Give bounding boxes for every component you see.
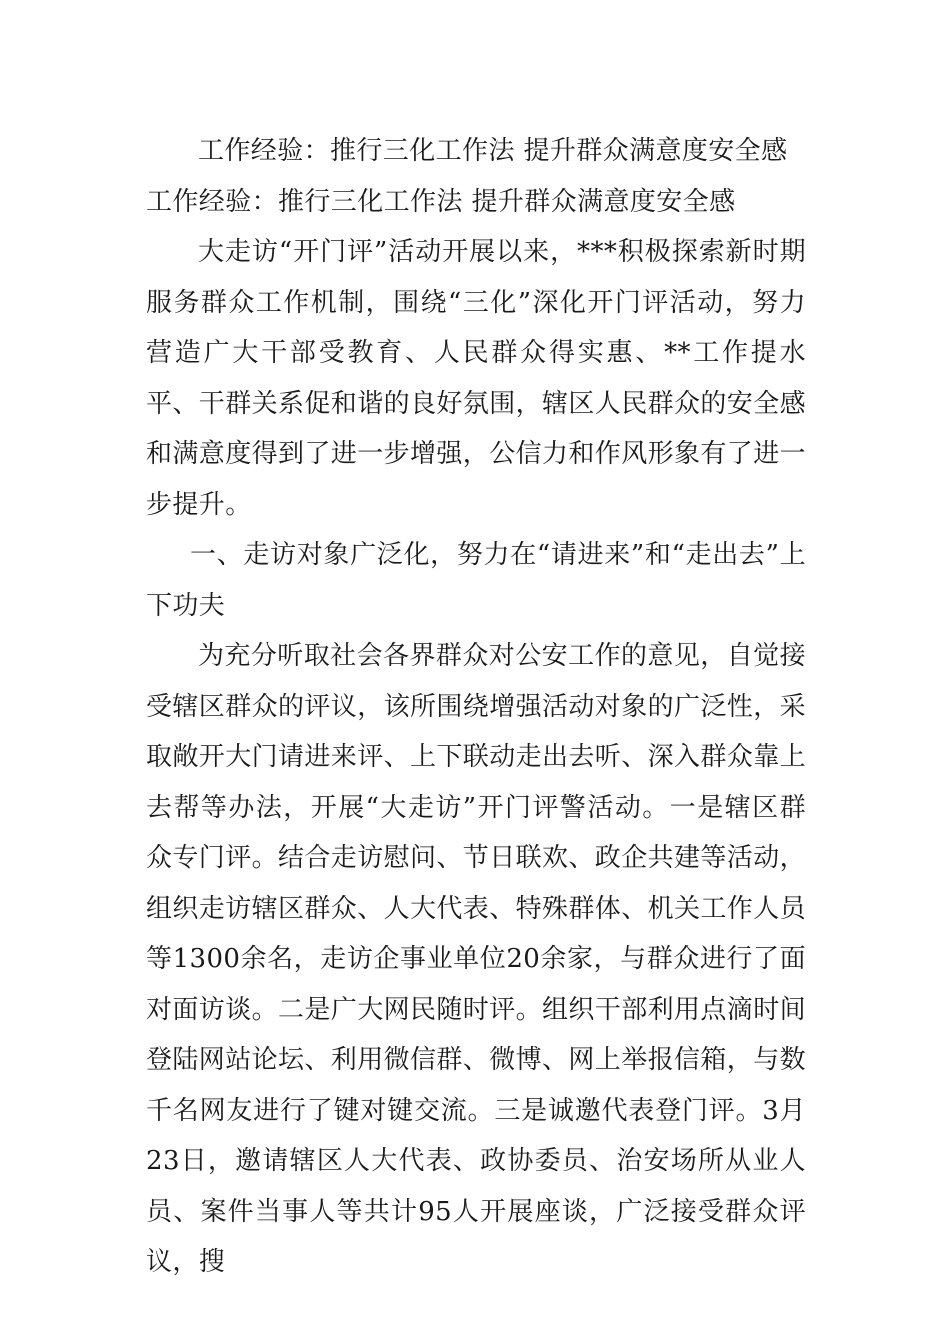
section-1-paragraph: 为充分听取社会各界群众对公安工作的意见，自觉接受辖区群众的评议，该所围绕增强活动对象的广泛性，采取敞开大门请进来评、上下联动走出去听、深入群众靠上去帮等办法，开展“大走访”开门评警活动。一是辖区群众专门评。结合走访慰问、节日联欢、政企共建等活动，组织走访辖区群众、人大代表、特殊群体、机关工作人员等1300余名，走访企事业单位20余家，与群众进行了面对面访谈。二是广大网民随时评。组织干部利用点滴时间登陆网站论坛、利用微信群、微博、网上举报信箱，与数千名网友进行了键对键交流。三是诚邀代表登门评。3月23日，邀请辖区人大代表、政协委员、治安场所从业人员、案件当事人等共计95人开展座谈，广泛接受群众评议，搜 xyxy=(146,641,807,1277)
document-title: 工作经验：推行三化工作法 提升群众满意度安全感 xyxy=(198,136,788,166)
section-1-heading: 一、走访对象广泛化，努力在“请进来”和“走出去”上下功夫 xyxy=(146,540,806,621)
document-body xyxy=(146,126,806,1288)
intro-paragraph: 大走访“开门评”活动开展以来，***积极探索新时期服务群众工作机制，围绕“三化”深化开门评活动，努力营造广大干部受教育、人民群众得实惠、**工作提水平、干群关系促和谐的良好氛围，辖区人民群众的安全感和满意度得到了进一步增强，公信力和作风形象有了进一步提升。 xyxy=(146,237,807,520)
document-title-repeat: 工作经验：推行三化工作法 提升群众满意度安全感 xyxy=(146,186,736,217)
